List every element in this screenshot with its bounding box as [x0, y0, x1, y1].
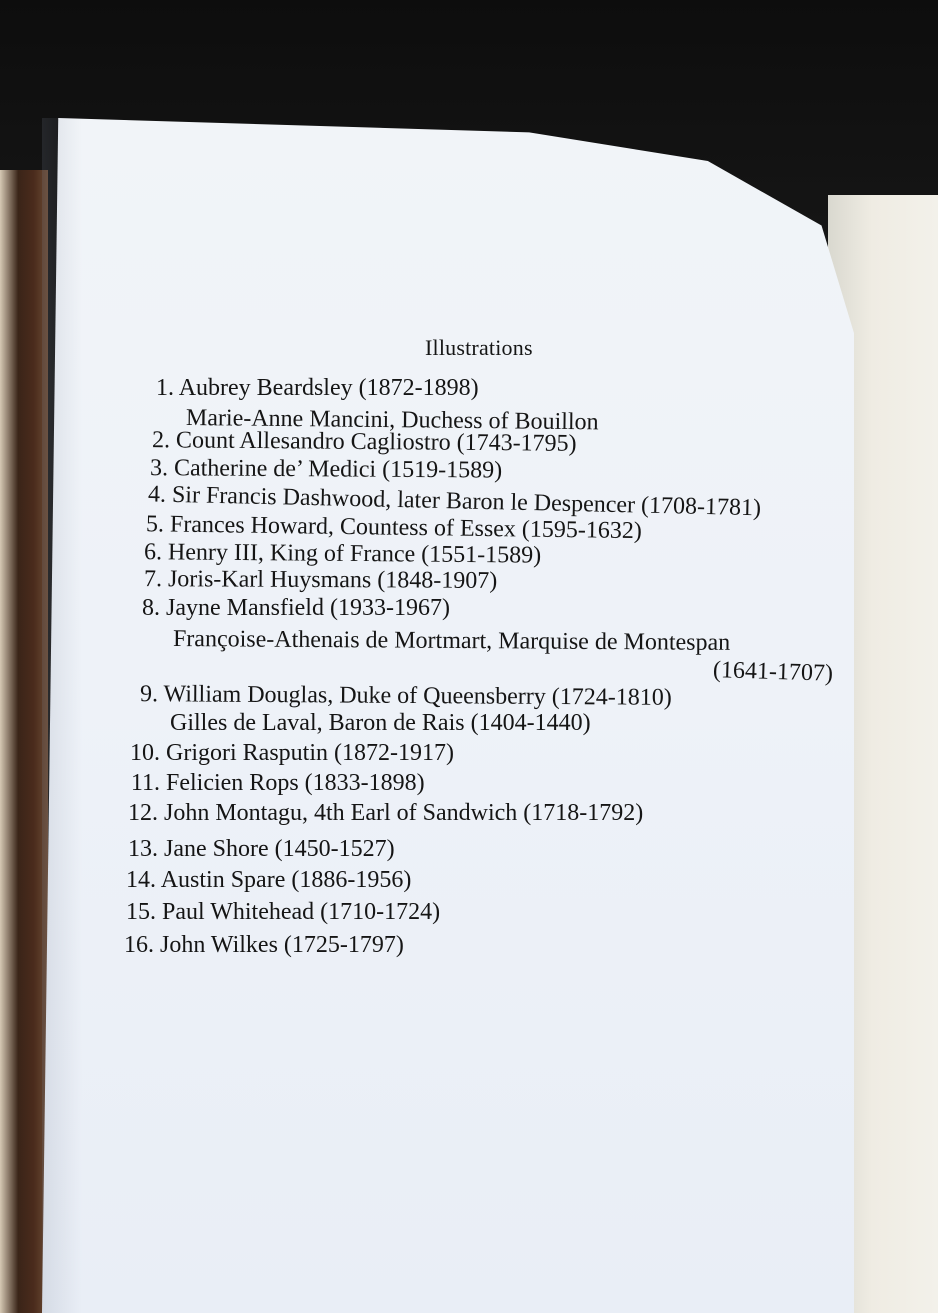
list-item [713, 658, 834, 686]
item-number: 16. [124, 932, 154, 958]
list-item [118, 837, 395, 861]
list-item [118, 801, 643, 825]
item-number: 6. [143, 539, 163, 566]
item-number: 13. [128, 836, 158, 862]
item-text: Françoise-Athenais de Mortmart, Marquise de Montespan [172, 626, 731, 656]
item-text: Jane Shore (1450-1527) [164, 836, 395, 862]
item-text: Catherine de’ Medici (1519-1589) [173, 455, 503, 484]
page-heading: Illustrations [425, 335, 533, 360]
item-number: 8. [142, 595, 160, 621]
item-number: 9. [139, 681, 159, 708]
item-text: (1641-1707) [712, 657, 834, 687]
item-number: 1. [156, 375, 174, 401]
list-item [126, 596, 450, 620]
list-item [116, 900, 440, 924]
item-text: Frances Howard, Countess of Essex (1595-1632) [169, 511, 643, 545]
item-text: Austin Spare (1886-1956) [160, 867, 412, 893]
item-text: Paul Whitehead (1710-1724) [162, 899, 441, 925]
item-number: 11. [130, 770, 160, 796]
list-item [120, 741, 454, 765]
list-item [170, 711, 591, 735]
item-number: 5. [145, 511, 165, 538]
list-item [173, 627, 730, 655]
item-number: 15. [126, 899, 156, 925]
list-item [128, 540, 541, 568]
list-item [120, 771, 425, 795]
list-item [134, 456, 502, 483]
item-text: William Douglas, Duke of Queensberry (1724-1810) [163, 681, 672, 711]
list-item [140, 376, 479, 400]
list-item [114, 933, 404, 957]
list-item [124, 682, 672, 710]
item-number: 7. [143, 566, 163, 593]
item-text: Count Allesandro Cagliostro (1743-1795) [175, 427, 577, 457]
list-item [116, 868, 411, 892]
item-text: John Wilkes (1725-1797) [160, 932, 404, 958]
item-text: Sir Francis Dashwood, later Baron le Despencer (1708-1781) [171, 481, 762, 522]
item-number: 4. [147, 481, 167, 508]
item-number: 10. [130, 740, 160, 766]
item-text: Grigori Rasputin (1872-1917) [166, 740, 454, 766]
item-text: Aubrey Beardsley (1872-1898) [178, 375, 479, 401]
list-item [128, 567, 497, 593]
item-number: 14. [126, 867, 156, 893]
item-number: 12. [128, 800, 158, 826]
item-text: Marie-Anne Mancini, Duchess of Bouillon [185, 405, 599, 436]
item-text: Jayne Mansfield (1933-1967) [166, 595, 450, 621]
list-item [130, 512, 642, 543]
item-text: Felicien Rops (1833-1898) [166, 770, 425, 796]
item-text: Henry III, King of France (1551-1589) [167, 539, 542, 569]
item-text: Joris-Karl Huysmans (1848-1907) [167, 566, 498, 594]
item-number: 3. [149, 455, 169, 482]
item-number: 2. [151, 427, 171, 454]
item-text: Gilles de Laval, Baron de Rais (1404-1440) [170, 710, 591, 736]
list-item [136, 428, 577, 456]
item-text: John Montagu, 4th Earl of Sandwich (1718-1792) [164, 800, 644, 826]
